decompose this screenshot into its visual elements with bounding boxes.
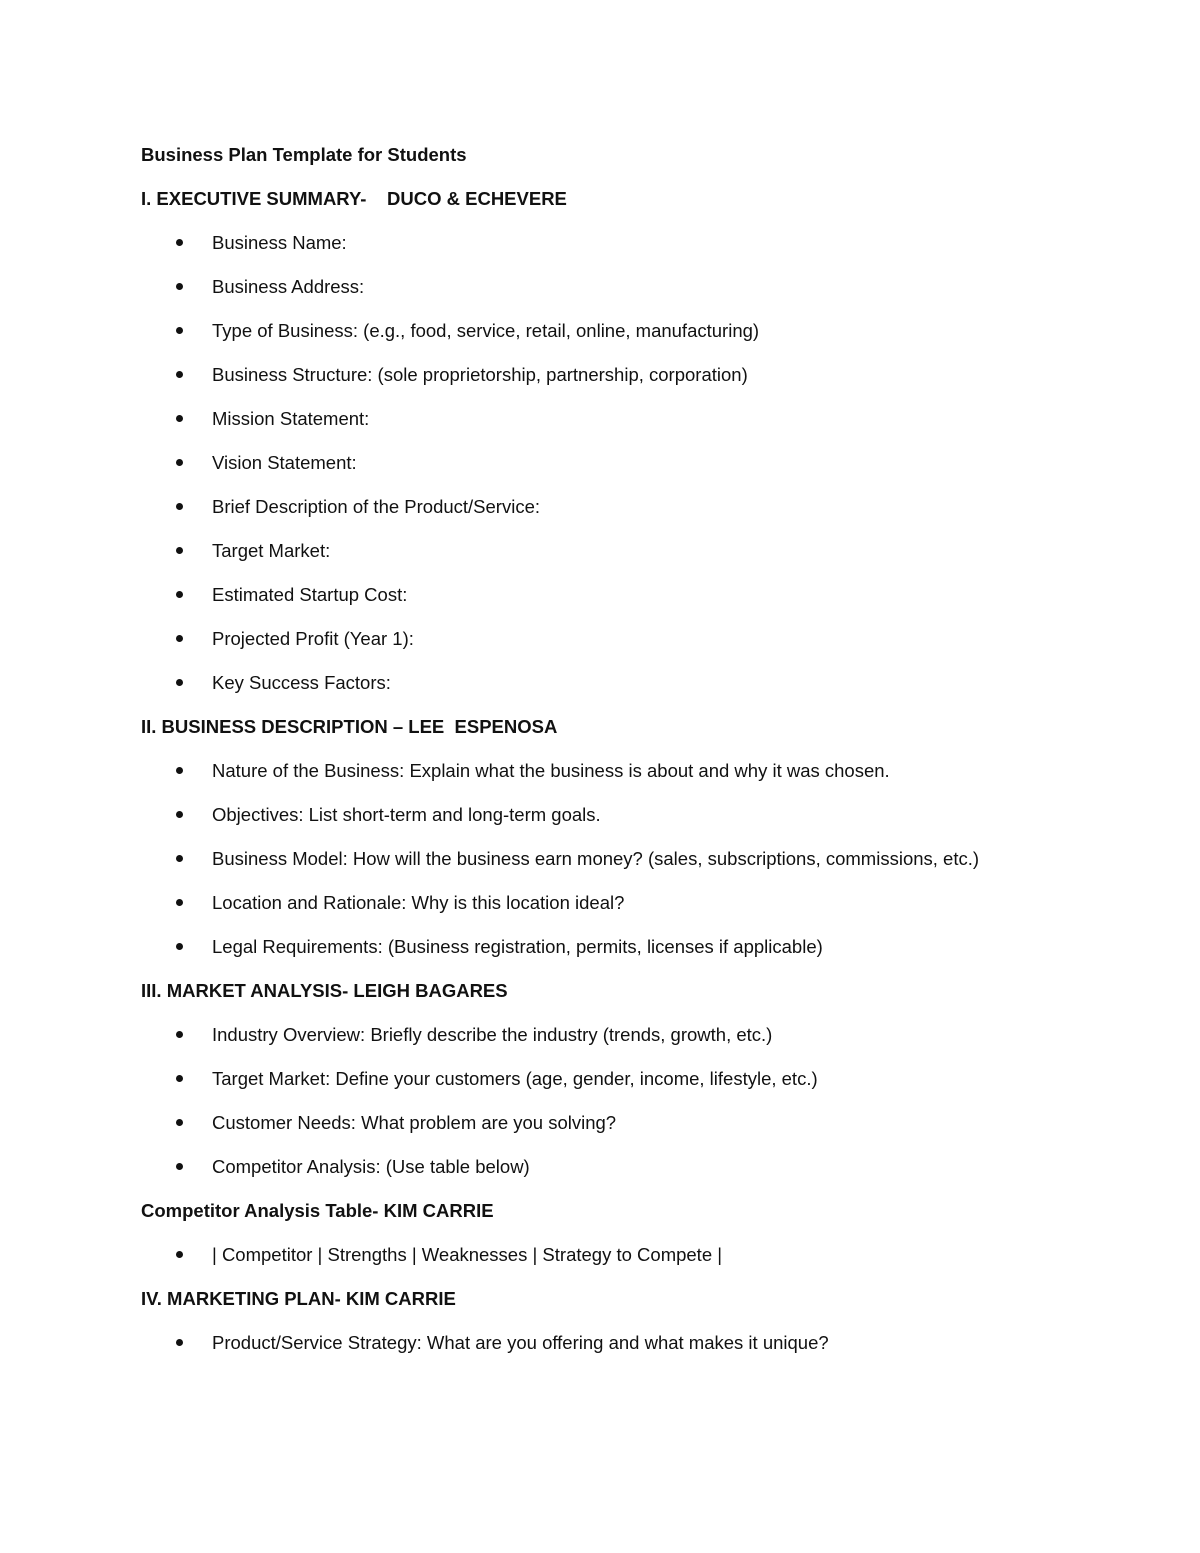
list-item [141, 580, 1061, 609]
list-item-text: Mission Statement: [212, 408, 370, 429]
list-item [141, 1064, 1061, 1093]
bullet-list [141, 1240, 1061, 1269]
bullet-icon [176, 1339, 183, 1346]
section-heading: Competitor Analysis Table- KIM CARRIE [141, 1200, 494, 1221]
list-item-text: Legal Requirements: (Business registration, permits, licenses if applicable) [212, 936, 823, 957]
bullet-icon [176, 591, 183, 598]
document-title: Business Plan Template for Students [141, 144, 467, 165]
bullet-icon [176, 459, 183, 466]
list-item [141, 360, 1061, 389]
list-item [141, 888, 1061, 917]
list-item [141, 1152, 1061, 1181]
list-item-text: Business Structure: (sole proprietorship, partnership, corporation) [212, 364, 748, 385]
list-item-text: Estimated Startup Cost: [212, 584, 408, 605]
list-item [141, 800, 1061, 829]
list-item-text: Objectives: List short-term and long-term goals. [212, 804, 601, 825]
list-item-text: Nature of the Business: Explain what the business is about and why it was chosen. [212, 760, 890, 781]
bullet-icon [176, 547, 183, 554]
list-item-text: Business Name: [212, 232, 347, 253]
section-heading: IV. MARKETING PLAN- KIM CARRIE [141, 1288, 456, 1309]
list-item-text: Brief Description of the Product/Service: [212, 496, 541, 517]
bullet-list [141, 1020, 1061, 1181]
bullet-icon [176, 1163, 183, 1170]
list-item [141, 1328, 1061, 1357]
bullet-icon [176, 1251, 183, 1258]
list-item [141, 932, 1061, 961]
list-item-text: Projected Profit (Year 1): [212, 628, 414, 649]
bullet-list [141, 228, 1061, 697]
list-item [141, 624, 1061, 653]
bullet-list [141, 756, 1061, 961]
list-item [141, 756, 1061, 785]
list-item-text: Competitor Analysis: (Use table below) [212, 1156, 530, 1177]
list-item [141, 272, 1061, 301]
bullet-icon [176, 1075, 183, 1082]
bullet-icon [176, 635, 183, 642]
bullet-icon [176, 943, 183, 950]
bullet-icon [176, 503, 183, 510]
bullet-icon [176, 811, 183, 818]
list-item [141, 536, 1061, 565]
bullet-icon [176, 679, 183, 686]
list-item [141, 1108, 1061, 1137]
bullet-icon [176, 415, 183, 422]
bullet-icon [176, 371, 183, 378]
list-item-text: Product/Service Strategy: What are you offering and what makes it unique? [212, 1332, 829, 1353]
list-item-text: Key Success Factors: [212, 672, 391, 693]
list-item-text: Location and Rationale: Why is this location ideal? [212, 892, 625, 913]
list-item-text: Business Model: How will the business earn money? (sales, subscriptions, commissions, etc.) [212, 848, 980, 869]
list-item [141, 1240, 1061, 1269]
list-item-text: Customer Needs: What problem are you solving? [212, 1112, 617, 1133]
list-item [141, 316, 1061, 345]
list-item [141, 1020, 1061, 1049]
bullet-icon [176, 899, 183, 906]
section-heading: I. EXECUTIVE SUMMARY- DUCO & ECHEVERE [141, 188, 567, 209]
bullet-list [141, 1328, 1061, 1357]
list-item-text: Target Market: [212, 540, 331, 561]
bullet-icon [176, 767, 183, 774]
list-item-text: Target Market: Define your customers (age, gender, income, lifestyle, etc.) [212, 1068, 818, 1089]
list-item [141, 448, 1061, 477]
document-page [141, 140, 1061, 1372]
list-item-text: Business Address: [212, 276, 365, 297]
bullet-icon [176, 283, 183, 290]
sections [141, 184, 1061, 1357]
bullet-icon [176, 855, 183, 862]
bullet-icon [176, 1119, 183, 1126]
list-item-text: Industry Overview: Briefly describe the industry (trends, growth, etc.) [212, 1024, 773, 1045]
list-item [141, 492, 1061, 521]
list-item-text: Vision Statement: [212, 452, 357, 473]
bullet-icon [176, 1031, 183, 1038]
section-heading: II. BUSINESS DESCRIPTION – LEE ESPENOSA [141, 716, 558, 737]
list-item-text: Type of Business: (e.g., food, service, retail, online, manufacturing) [212, 320, 760, 341]
list-item [141, 844, 1061, 873]
list-item-text: | Competitor | Strengths | Weaknesses | Strategy to Compete | [212, 1244, 723, 1265]
list-item [141, 668, 1061, 697]
bullet-icon [176, 239, 183, 246]
list-item [141, 228, 1061, 257]
list-item [141, 404, 1061, 433]
section-heading: III. MARKET ANALYSIS- LEIGH BAGARES [141, 980, 508, 1001]
bullet-icon [176, 327, 183, 334]
